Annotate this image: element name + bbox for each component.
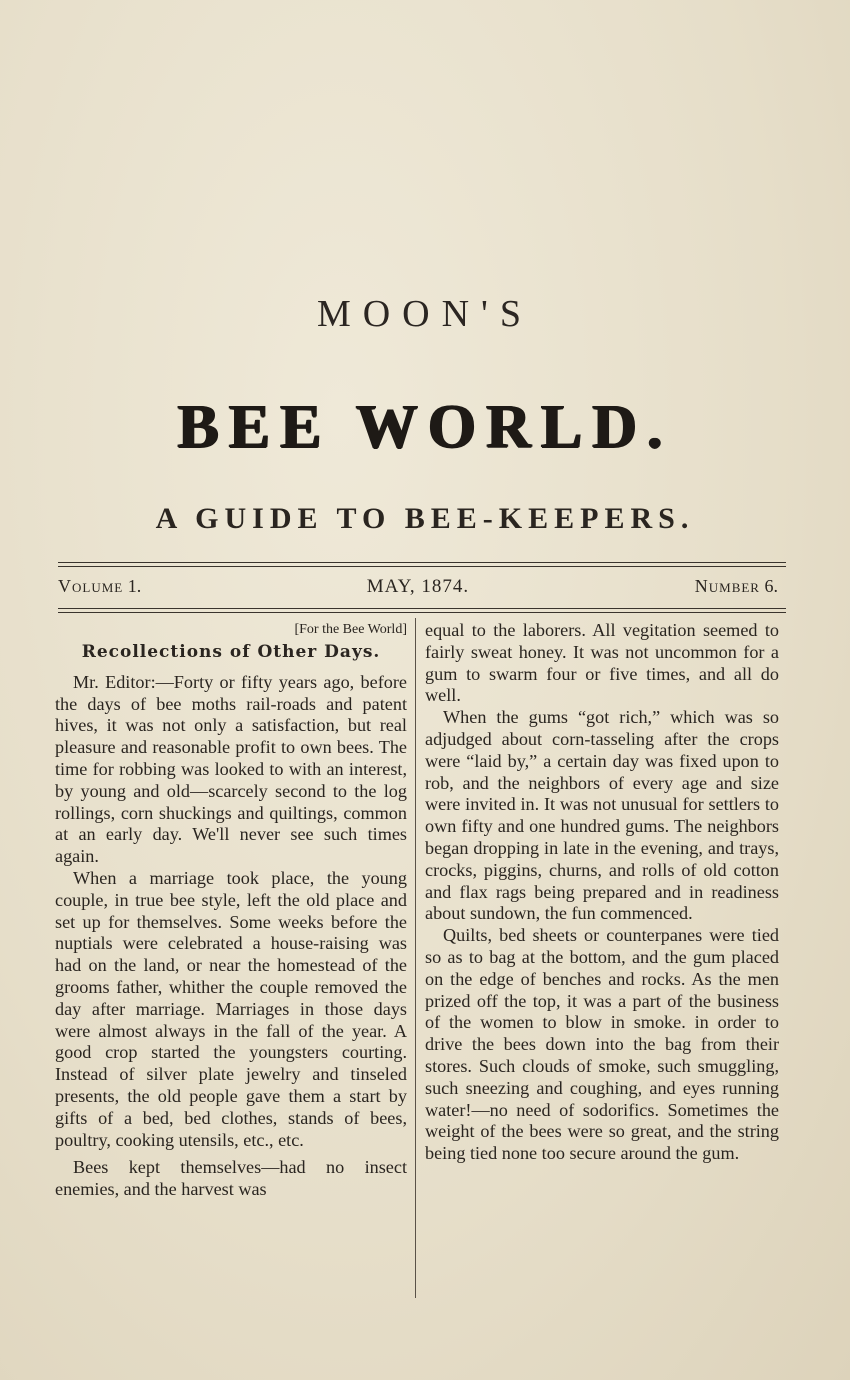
masthead-rule-top bbox=[58, 562, 786, 563]
column-divider bbox=[415, 618, 416, 1298]
article-attribution: [For the Bee World] bbox=[294, 622, 407, 637]
article-column-left bbox=[55, 620, 407, 1201]
article-paragraph: Mr. Editor:—Forty or fifty years ago, before the days of bee moths rail-roads and patent hives, it was not only a satisfaction, but real pleasure and reasonable profit to own bees. The time for robbing was looked to with an interest, by young and old—scarcely second to the log rollings, corn shuckings and quiltings, common at an early day. We'll never see such times again. bbox=[55, 671, 407, 867]
issue-rule-bottom bbox=[58, 608, 786, 609]
number-label: Number 6. bbox=[694, 576, 778, 596]
article-paragraph: When the gums “got rich,” which was so adjudged about corn-tasseling after the crops were “laid by,” a certain day was fixed upon to rob, and the neighbors of every age and size were invited in. It was not unusual for settlers to own fifty and one hundred gums. The neighbors began dropping in late in the evening, and trays, crocks, piggins, churns, and rolls of old cotton and flax rags being prepared and in readiness about sundown, the fun commenced. bbox=[425, 707, 779, 924]
article-paragraph: Bees kept themselves—had no insect enemies, and the harvest was bbox=[55, 1157, 407, 1200]
masthead-rule-top-2 bbox=[58, 566, 786, 567]
masthead-subtitle: A GUIDE TO BEE-KEEPERS. bbox=[155, 502, 695, 535]
article-paragraph: When a marriage took place, the young couple, in true bee style, left the old place and set up for themselves. Some weeks before the nuptials were celebrated a house-raising was had on the land, or near the homestead of the grooms father, whither the couple removed the day after marriage. Marriages in those days were almost always in the fall of the year. A good crop started the youngsters courting. Instead of silver plate jewelry and tinseled presents, the old people gave them a start by gifts of a bed, bed clothes, stands of bees, poultry, cooking utensils, etc., etc. bbox=[55, 867, 407, 1150]
issue-date: MAY, 1874. bbox=[366, 576, 470, 597]
article-column-right bbox=[425, 620, 779, 1165]
masthead-title-main: BEE WORLD. bbox=[177, 393, 673, 461]
article-title: Recollections of Other Days. bbox=[81, 642, 381, 662]
issue-rule-bottom-2 bbox=[58, 612, 786, 613]
volume-label: Volume 1. bbox=[58, 576, 142, 596]
issue-line bbox=[58, 576, 778, 598]
article-paragraph: equal to the laborers. All vegitation seemed to fairly sweat honey. It was not uncommon for a gum to swarm four or five times, and all do well. bbox=[425, 620, 779, 706]
masthead-title-top: MOON'S bbox=[316, 293, 534, 335]
article-paragraph: Quilts, bed sheets or counterpanes were tied so as to bag at the bottom, and the gum placed on the edge of benches and rocks. As the men prized off the top, it was a part of the business of the women to blow in smoke. in order to drive the bees down into the bag from their stores. Such clouds of smoke, such smuggling, such sneezing and coughing, and eyes running water!—no need of sodorifics. Sometimes the weight of the bees were so great, and the string being tied none too secure around the gum. bbox=[425, 925, 779, 1164]
